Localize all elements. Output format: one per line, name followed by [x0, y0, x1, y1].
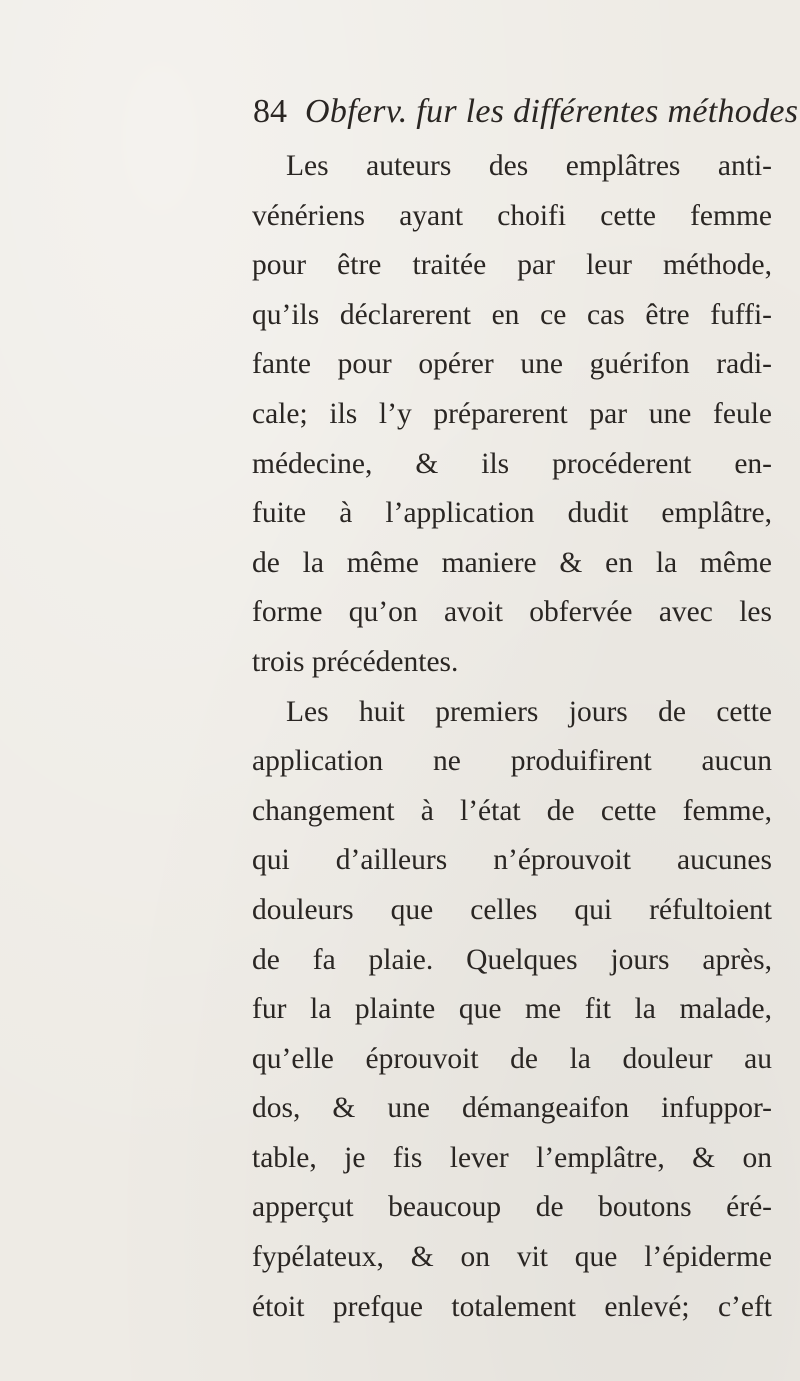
text-line: qu’ils déclarerent en ce cas être fuffi- — [252, 298, 772, 331]
body-text — [252, 142, 772, 1332]
text-line: application ne produifirent aucun — [252, 745, 772, 778]
text-line: Les auteurs des emplâtres anti- — [286, 150, 772, 182]
text-line: de fa plaie. Quelques jours après, — [252, 943, 772, 976]
text-line: dos, & une démangeaifon infuppor- — [252, 1092, 772, 1125]
text-line: douleurs que celles qui réfultoient — [252, 893, 772, 926]
text-line: fur la plainte que me fit la malade, — [252, 993, 772, 1026]
text-line: forme qu’on avoit obfervée avec les — [252, 596, 772, 629]
text-line: qu’elle éprouvoit de la douleur au — [252, 1042, 772, 1075]
text-line: qui d’ailleurs n’éprouvoit aucunes — [252, 844, 772, 877]
text-line: apperçut beaucoup de boutons éré- — [252, 1191, 772, 1224]
text-line: vénériens ayant choifi cette femme — [252, 199, 772, 232]
page-number: 84 — [253, 93, 287, 130]
text-line: de la même maniere & en la même — [252, 546, 772, 579]
text-line: étoit prefque totalement enlevé; c’eft — [252, 1290, 772, 1323]
text-line: table, je fis lever l’emplâtre, & on — [252, 1141, 772, 1174]
page-header — [253, 93, 799, 143]
text-line: cale; ils l’y préparerent par une feule — [252, 397, 772, 430]
text-line: fuite à l’application dudit emplâtre, — [252, 497, 772, 530]
running-title: Obferv. fur les différentes méthodes — [305, 93, 799, 130]
text-line: Les huit premiers jours de cette — [286, 695, 772, 728]
text-line: pour être traitée par leur méthode, — [252, 249, 772, 282]
text-line: trois précédentes. — [252, 645, 459, 678]
text-line: médecine, & ils procéderent en- — [252, 447, 772, 480]
text-line: fypélateux, & on vit que l’épiderme — [252, 1241, 772, 1274]
text-line: fante pour opérer une guérifon radi- — [252, 348, 772, 381]
text-line: changement à l’état de cette femme, — [252, 794, 772, 827]
